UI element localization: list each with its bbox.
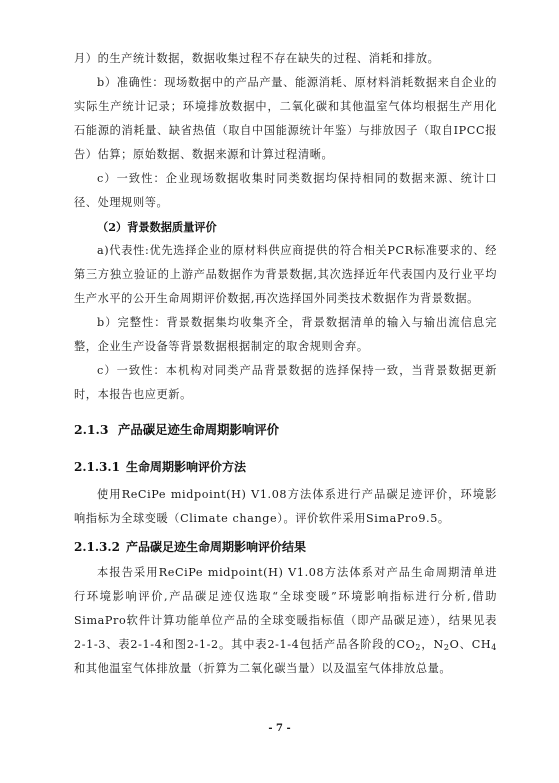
section-number: 2.1.3 (74, 422, 109, 437)
section-number: 2.1.3.2 (74, 540, 120, 554)
results-text-part: ，N (421, 638, 444, 651)
section-number: 2.1.3.1 (74, 460, 120, 474)
section-title: 产品碳足迹生命周期影响评价 (118, 422, 280, 437)
section-heading-2-1-3-1 (74, 457, 497, 477)
paragraph-consistency: c）一致性：企业现场数据收集时同类数据均保持相同的数据来源、统计口径、处理规则等。 (74, 172, 497, 209)
paragraph-representativeness: a)代表性:优先选择企业的原材料供应商提供的符合相关PCR标准要求的、经第三方独立验证的上游产品数据作为背景数据,其次选择近年代表国内及行业平均生产水平的公开生命周期评价数据,再次选择国外同类技术数据作为背景数据。 (74, 244, 497, 305)
paragraph-accuracy: b）准确性：现场数据中的产品产量、能源消耗、原材料消耗数据来自企业的实际生产统计记录；环境排放数据中，二氧化碳和其他温室气体均根据生产用化石能源的消耗量、缺省热值（取自中国能源统计年鉴）与排放因子（取自IPCC报告）估算；原始数据、数据来源和计算过程清晰。 (74, 76, 497, 161)
paragraph-method: 使用ReCiPe midpoint(H) V1.08方法体系进行产品碳足迹评价，环境影响指标为全球变暖（Climate change）。评价软件采用SimaPro9.5。 (74, 488, 497, 525)
results-text-part: 和其他温室气体排放量（折算为二氧化碳当量）以及温室气体排放总量。 (74, 662, 452, 675)
page-number: - 7 - (268, 723, 291, 734)
paragraph-continuation: 月）的生产统计数据，数据收集过程不存在缺失的过程、消耗和排放。 (74, 52, 440, 65)
ch4-subscript: 4 (491, 643, 497, 652)
co2-subscript: 2 (415, 643, 422, 652)
paragraph-results (74, 561, 497, 681)
section-title: 生命周期影响评价方法 (126, 460, 247, 474)
section-title: 产品碳足迹生命周期影响评价结果 (126, 540, 307, 554)
results-text-part: O、CH (449, 638, 492, 651)
n2o-subscript: 2 (443, 643, 450, 652)
background-data-quality-heading: （2）背景数据质量评价 (97, 220, 217, 234)
section-heading-2-1-3 (74, 420, 497, 440)
results-text-part: 本报告采用ReCiPe midpoint(H) V1.08方法体系对产品生命周期清单进行环境影响评价,产品碳足迹仅选取“全球变暖”环境影响指标进行分析,借助SimaPro软件计算功能单位产品的全球变暖指标值（即产品碳足迹），结果见表2-1-3、表2-1-4和图2-1-2。其中表2-1-4包括产品各阶段的CO (74, 566, 497, 651)
section-heading-2-1-3-2 (74, 537, 497, 557)
paragraph-completeness: b）完整性：背景数据集均收集齐全，背景数据清单的输入与输出流信息完整，企业生产设备等背景数据根据制定的取舍规则舍弃。 (74, 316, 497, 353)
paragraph-background-consistency: c）一致性：本机构对同类产品背景数据的选择保持一致，当背景数据更新时，本报告也应更新。 (74, 364, 497, 401)
